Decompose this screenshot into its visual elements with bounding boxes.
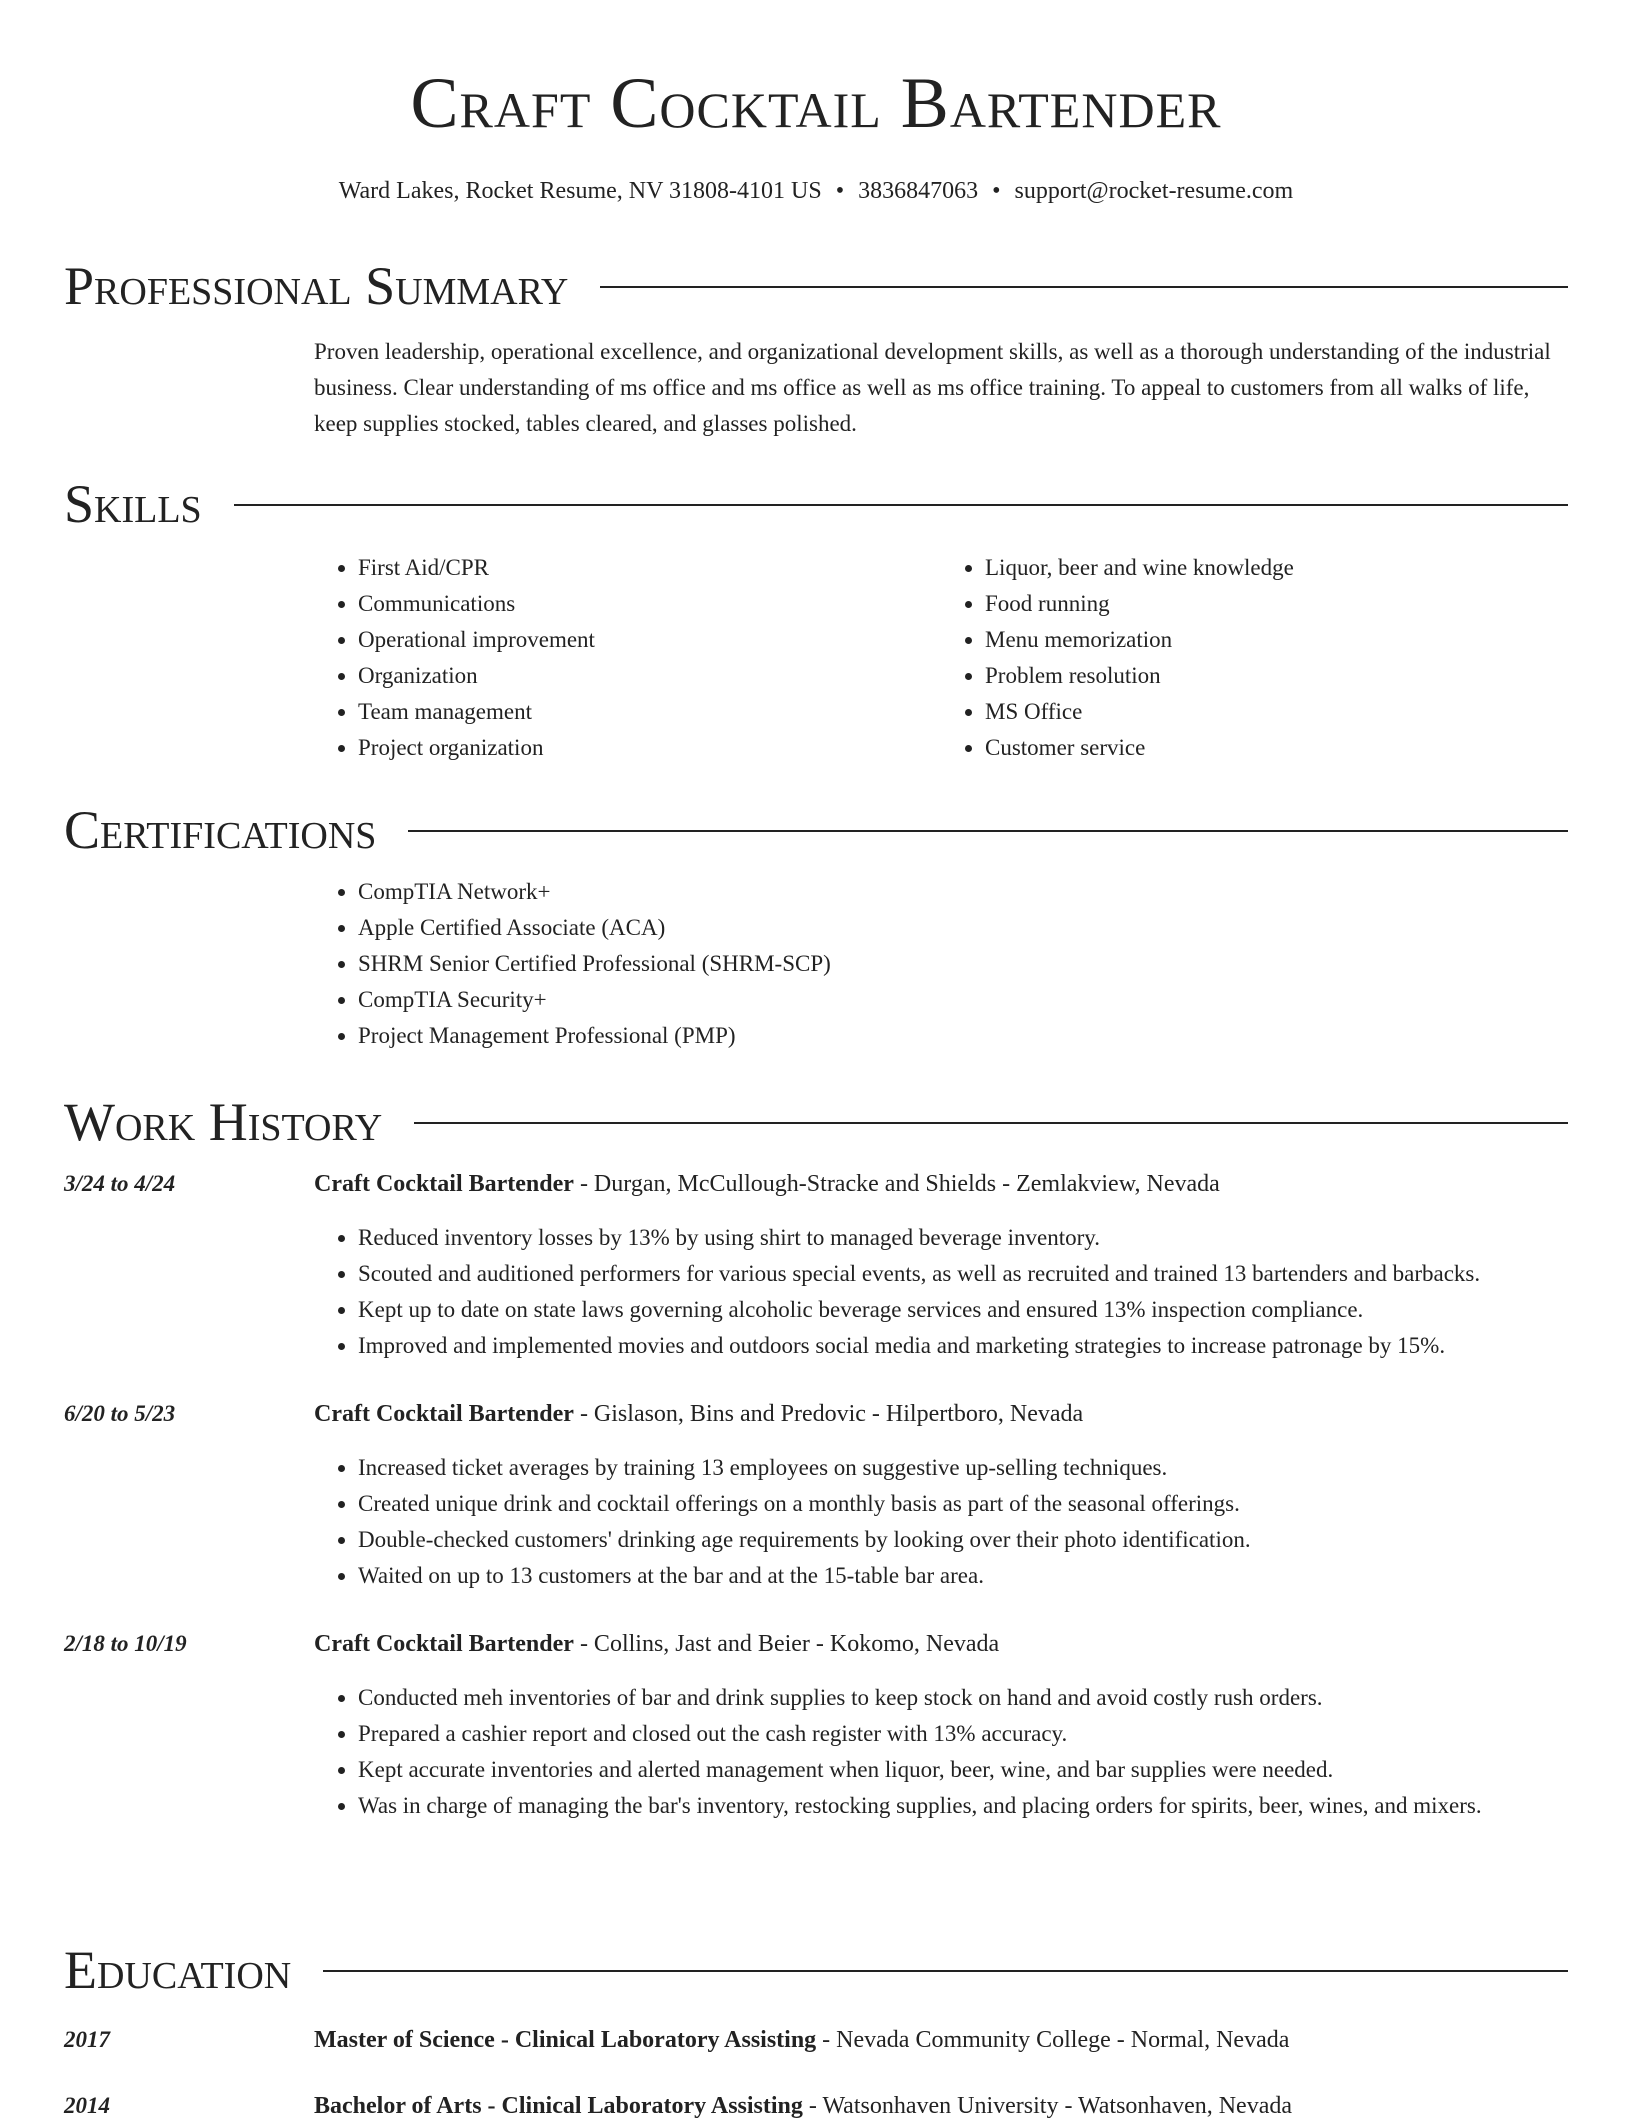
job-employer: - Collins, Jast and Beier - Kokomo, Nevada bbox=[573, 1631, 1000, 1657]
job-bullet: • Was in charge of managing the bar's inventory, restocking supplies, and placing orders for spirits, beer, wines, and mixers. bbox=[358, 1788, 1568, 1824]
work-history-section bbox=[64, 1092, 1568, 1824]
certifications-section bbox=[64, 800, 1568, 1054]
job-title: Craft Cocktail Bartender bbox=[314, 1631, 574, 1657]
job-entry bbox=[64, 1626, 1568, 1824]
job-bullet: • Scouted and auditioned performers for various special events, as well as recruited and trained 13 bartenders and barbacks. bbox=[358, 1256, 1568, 1292]
job-title-line bbox=[314, 1626, 1568, 1662]
summary-text: Proven leadership, operational excellence, and organizational development skills, as well as a thorough understanding of the industrial business. Clear understanding of ms office and ms office as well as ms office training. To appeal to customers from all walks of life, keep supplies stocked, tables cleared, and glasses polished. bbox=[314, 339, 1551, 436]
section-header bbox=[64, 1092, 1568, 1152]
job-entry bbox=[64, 1396, 1568, 1594]
section-divider bbox=[414, 1122, 1568, 1124]
skill-item: • Team management bbox=[358, 694, 941, 730]
certifications-list bbox=[314, 874, 1568, 1054]
summary-heading: Professional Summary bbox=[64, 256, 569, 316]
section-divider bbox=[234, 504, 1568, 506]
job-title-line bbox=[314, 1166, 1568, 1202]
education-details bbox=[314, 2088, 1568, 2124]
contact-separator: • bbox=[835, 178, 845, 204]
education-section bbox=[64, 1940, 1568, 2124]
contact-line bbox=[0, 174, 1632, 208]
job-bullet: • Conducted meh inventories of bar and drink supplies to keep stock on hand and avoid costly rush orders. bbox=[358, 1680, 1568, 1716]
job-dates: 6/20 to 5/23 bbox=[64, 1401, 176, 1426]
job-details bbox=[314, 1626, 1568, 1824]
section-divider bbox=[600, 286, 1568, 288]
skill-item: • Problem resolution bbox=[985, 658, 1568, 694]
skill-item: • MS Office bbox=[985, 694, 1568, 730]
education-heading: Education bbox=[64, 1940, 292, 2000]
job-bullets bbox=[314, 1220, 1568, 1364]
skills-columns bbox=[314, 550, 1568, 766]
skill-item: • Organization bbox=[358, 658, 941, 694]
skill-item: • Menu memorization bbox=[985, 622, 1568, 658]
certification-item: • Apple Certified Associate (ACA) bbox=[358, 910, 1568, 946]
job-bullet: • Prepared a cashier report and closed out the cash register with 13% accuracy. bbox=[358, 1716, 1568, 1752]
section-header bbox=[64, 256, 1568, 316]
education-entry bbox=[64, 2088, 1568, 2124]
summary-section bbox=[64, 256, 1568, 442]
job-bullet: • Improved and implemented movies and outdoors social media and marketing strategies to increase patronage by 15%. bbox=[358, 1328, 1568, 1364]
section-header bbox=[64, 474, 1568, 534]
job-details bbox=[314, 1166, 1568, 1364]
job-bullet: • Kept accurate inventories and alerted management when liquor, beer, wine, and bar supplies were needed. bbox=[358, 1752, 1568, 1788]
job-bullets bbox=[314, 1680, 1568, 1824]
skill-item: • Communications bbox=[358, 586, 941, 622]
job-title-line bbox=[314, 1396, 1568, 1432]
job-bullet: • Double-checked customers' drinking age requirements by looking over their photo identification. bbox=[358, 1522, 1568, 1558]
skill-item: • First Aid/CPR bbox=[358, 550, 941, 586]
education-school: - Watsonhaven University - Watsonhaven, Nevada bbox=[802, 2093, 1293, 2119]
contact-email: support@rocket-resume.com bbox=[1014, 178, 1294, 204]
contact-address: Ward Lakes, Rocket Resume, NV 31808-4101 US bbox=[338, 178, 822, 204]
education-year: 2017 bbox=[64, 2027, 110, 2052]
section-header bbox=[64, 800, 1568, 860]
certification-item: • SHRM Senior Certified Professional (SHRM-SCP) bbox=[358, 946, 1568, 982]
job-dates: 2/18 to 10/19 bbox=[64, 1631, 187, 1656]
education-year: 2014 bbox=[64, 2093, 110, 2118]
contact-phone: 3836847063 bbox=[858, 178, 979, 204]
education-entry bbox=[64, 2022, 1568, 2058]
skills-heading: Skills bbox=[64, 474, 202, 534]
certification-item: • CompTIA Network+ bbox=[358, 874, 1568, 910]
job-employer: - Durgan, McCullough-Stracke and Shields - Zemlakview, Nevada bbox=[573, 1171, 1220, 1197]
skill-item: • Project organization bbox=[358, 730, 941, 766]
education-degree: Bachelor of Arts - Clinical Laboratory Assisting bbox=[314, 2093, 803, 2119]
job-bullets bbox=[314, 1450, 1568, 1594]
job-dates: 3/24 to 4/24 bbox=[64, 1171, 176, 1196]
education-details bbox=[314, 2022, 1568, 2058]
education-degree: Master of Science - Clinical Laboratory Assisting bbox=[314, 2027, 817, 2053]
job-title: Craft Cocktail Bartender bbox=[314, 1401, 574, 1427]
job-entry bbox=[64, 1166, 1568, 1364]
skill-item: • Food running bbox=[985, 586, 1568, 622]
section-header bbox=[64, 1940, 1568, 2000]
certification-item: • Project Management Professional (PMP) bbox=[358, 1018, 1568, 1054]
job-bullet: • Reduced inventory losses by 13% by using shirt to managed beverage inventory. bbox=[358, 1220, 1568, 1256]
section-divider bbox=[408, 830, 1568, 832]
education-school: - Nevada Community College - Normal, Nevada bbox=[816, 2027, 1290, 2053]
contact-separator: • bbox=[992, 178, 1001, 204]
job-bullet: • Created unique drink and cocktail offerings on a monthly basis as part of the seasonal offerings. bbox=[358, 1486, 1568, 1522]
job-bullet: • Increased ticket averages by training 13 employees on suggestive up-selling techniques. bbox=[358, 1450, 1568, 1486]
job-bullet: • Waited on up to 13 customers at the bar and at the 15-table bar area. bbox=[358, 1558, 1568, 1594]
skill-item: • Operational improvement bbox=[358, 622, 941, 658]
skills-section bbox=[64, 474, 1568, 766]
skills-list-left bbox=[314, 550, 941, 766]
candidate-name: Craft Cocktail Bartender bbox=[410, 63, 1222, 143]
job-details bbox=[314, 1396, 1568, 1594]
section-divider bbox=[323, 1970, 1568, 1972]
certifications-heading: Certifications bbox=[64, 800, 377, 860]
work-history-heading: Work History bbox=[64, 1092, 383, 1152]
skill-item: • Customer service bbox=[985, 730, 1568, 766]
skills-list-right bbox=[941, 550, 1568, 766]
certifications-content bbox=[314, 874, 1568, 1054]
job-employer: - Gislason, Bins and Predovic - Hilpertboro, Nevada bbox=[573, 1401, 1084, 1427]
job-title: Craft Cocktail Bartender bbox=[314, 1171, 574, 1197]
certification-item: • CompTIA Security+ bbox=[358, 982, 1568, 1018]
skill-item: • Liquor, beer and wine knowledge bbox=[985, 550, 1568, 586]
job-bullet: • Kept up to date on state laws governing alcoholic beverage services and ensured 13% inspection compliance. bbox=[358, 1292, 1568, 1328]
